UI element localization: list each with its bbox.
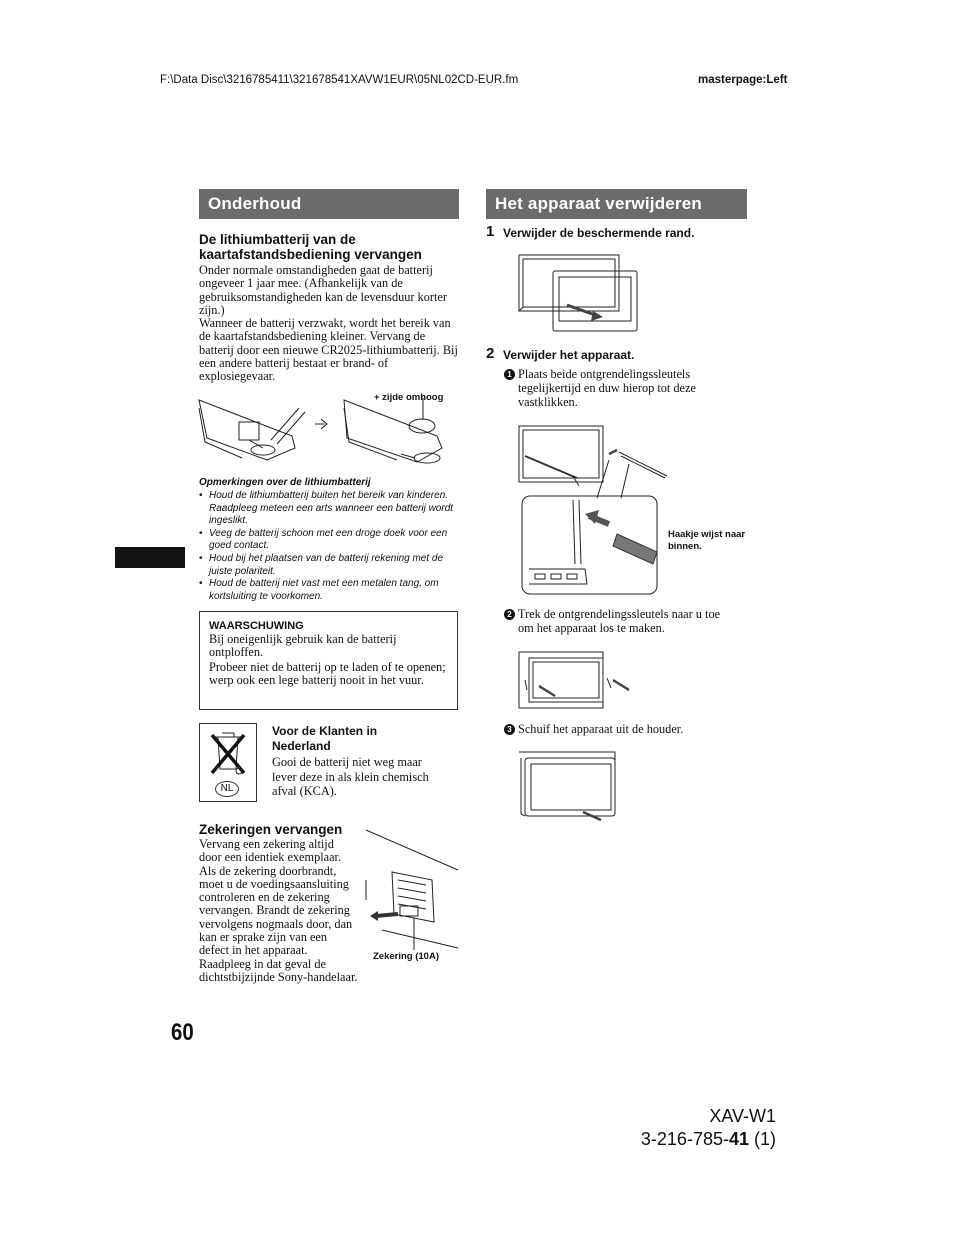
section-title-verwijderen: Het apparaat verwijderen: [486, 189, 747, 219]
nl-badge: NL: [215, 781, 239, 797]
battery-paragraph-2: Wanneer de batterij verzwakt, wordt het bereik van de kaartafstandsbediening kleiner. Vervang de batterij door een nieuwe CR2025-lithiumbatterij. Bij een andere batterij bestaat er brand- of explosiegevaar.: [199, 316, 458, 384]
nl-heading: Voor de Klanten in Nederland: [272, 724, 378, 753]
pull-keys-illustration: [517, 650, 639, 712]
substep-1: [504, 368, 740, 409]
fuse-figure-label: Zekering (10A): [373, 951, 439, 962]
warning-box: [199, 611, 458, 710]
note-item: • Houd de lithiumbatterij buiten het bereik van kinderen. Raadpleeg meteen een arts wanneer een batterij wordt ingeslikt.: [199, 490, 461, 528]
part-code-bold: 41: [728, 1129, 749, 1149]
fuse-text: Vervang een zekering altijd door een identiek exemplaar. Als de zekering doorbrandt, moet u de voedingsaansluiting controleren en de zekering vervangen. Brandt de zekering vervolgens nogmaals door, dan kan er sprake zijn van een defect in het apparaat. Raadpleeg in dat geval de dichtstbijzijnde Sony-handelaar.: [199, 837, 358, 984]
note-item: • Veeg de batterij schoon met een droge doek voor een goed contact.: [199, 528, 461, 553]
substep-2: [504, 608, 740, 636]
fuse-illustration: [364, 830, 460, 955]
step-1-number: 1: [486, 223, 495, 240]
substep-2-marker: 2: [504, 609, 515, 620]
nl-text: Gooi de batterij niet weg maar lever deze in als klein chemisch afval (KCA).: [272, 755, 429, 798]
masterpage-label: masterpage:Left: [698, 74, 788, 86]
notes-list: [199, 490, 461, 603]
part-code: [620, 1129, 776, 1150]
substep-3-marker: 3: [504, 724, 515, 735]
release-keys-illustration: [517, 424, 667, 599]
model-name: XAV-W1: [709, 1106, 776, 1126]
substep-3: [504, 723, 740, 737]
slide-out-illustration: [517, 750, 621, 826]
step-2-text: Verwijder het apparaat.: [503, 348, 635, 362]
warning-title: WAARSCHUWING: [209, 620, 304, 632]
note-item: • Houd bij het plaatsen van de batterij rekening met de juiste polariteit.: [199, 553, 461, 578]
hook-label: Haakje wijst naar binnen.: [668, 529, 746, 552]
substep-2-text: Trek de ontgrendelingssleutels naar u toe om het apparaat los te maken.: [518, 607, 721, 635]
page-number: 60: [171, 1019, 194, 1046]
battery-replace-illustration: [197, 398, 459, 470]
part-code-prefix: 3-216-785-: [640, 1129, 729, 1149]
step-2-number: 2: [486, 345, 495, 362]
step-1-text: Verwijder de beschermende rand.: [503, 226, 695, 240]
battery-paragraph-1: Onder normale omstandigheden gaat de batterij ongeveer 1 jaar mee. (Afhankelijk van de gebruiksomstandigheden kan de levensduur korter zijn.): [199, 263, 447, 317]
crossed-bin-icon: [208, 729, 248, 777]
part-code-suffix: (1): [749, 1129, 776, 1149]
section-title-onderhoud: Onderhoud: [199, 189, 459, 219]
substep-1-marker: 1: [504, 369, 515, 380]
recycle-logo-box: [199, 723, 257, 802]
note-item: • Houd de batterij niet vast met een metalen tang, om kortsluiting te voorkomen.: [199, 578, 461, 603]
fuse-heading: Zekeringen vervangen: [199, 822, 343, 837]
substep-3-text: Schuif het apparaat uit de houder.: [518, 722, 684, 736]
remove-frame-illustration: [517, 253, 639, 339]
warning-line-2: Probeer niet de batterij op te laden of te openen; werp ook een lege batterij nooit in het vuur.: [209, 660, 446, 688]
chapter-tab: [115, 547, 185, 568]
file-path: F:\Data Disc\3216785411\321678541XAVW1EUR\05NL02CD-EUR.fm: [160, 74, 519, 86]
battery-heading: De lithiumbatterij van de kaartafstandsbediening vervangen: [199, 232, 422, 262]
substep-1-text: Plaats beide ontgrendelingssleutels tegelijkertijd en duw hierop tot deze vastklikken.: [518, 367, 696, 409]
battery-figure-label: + zijde omhoog: [374, 392, 444, 403]
notes-title: Opmerkingen over de lithiumbatterij: [199, 477, 371, 488]
warning-line-1: Bij oneigenlijk gebruik kan de batterij ontploffen.: [209, 632, 397, 660]
